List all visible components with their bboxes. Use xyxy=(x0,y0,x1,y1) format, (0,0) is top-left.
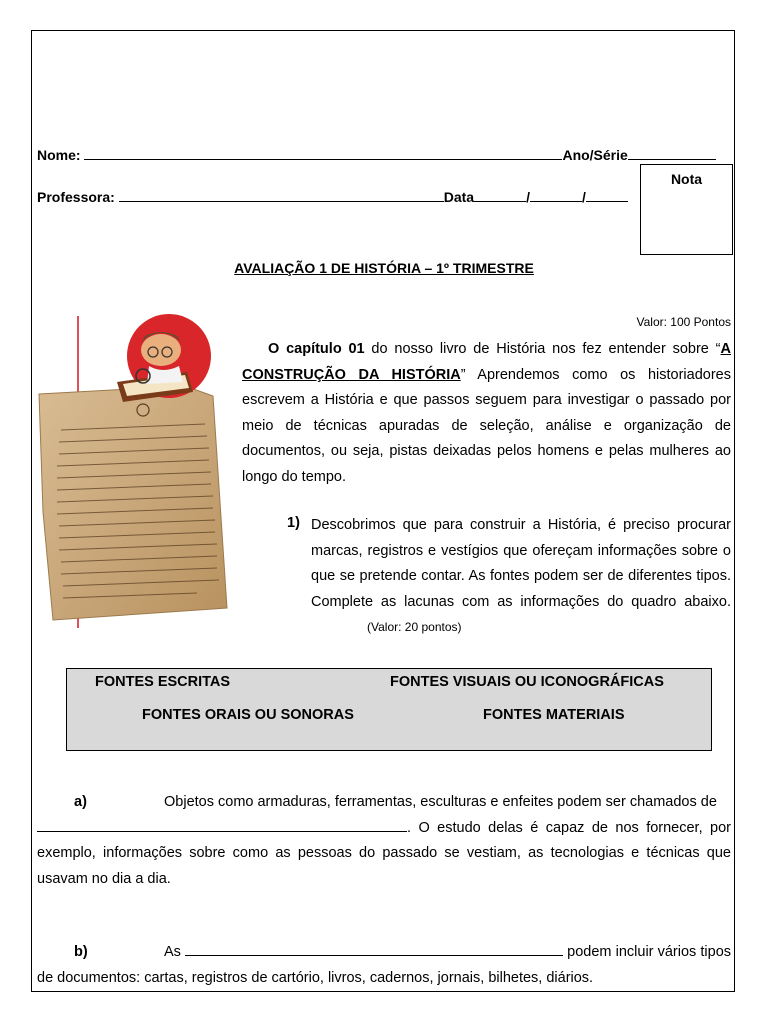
item-a-text-after: . O estudo delas é capaz de nos fornecer, por exemplo, informações sobre como as pessoas do passado se vestiam, as tecnologias e técnicas que usavam no dia a dia. xyxy=(37,819,731,887)
item-b-letter: b) xyxy=(74,944,88,960)
question-1-body: Descobrimos que para construir a História, é preciso procurar marcas, registros e vestígios que ofereçam informações sobre o que se pretende contar. As fontes podem ser de diferentes tipos. Complete as lacunas com as informações do quadro abaixo. xyxy=(311,517,731,610)
data-label: Data xyxy=(443,189,475,205)
illustration-svg xyxy=(37,312,235,630)
historian-parchment-illustration xyxy=(37,312,235,630)
professora-label: Professora: xyxy=(37,189,115,205)
valor-total: Valor: 100 Pontos xyxy=(636,315,731,329)
source-option: FONTES MATERIAIS xyxy=(483,707,625,723)
exam-title: AVALIAÇÃO 1 DE HISTÓRIA – 1º TRIMESTRE xyxy=(234,260,534,276)
item-a xyxy=(37,790,731,892)
nota-box[interactable] xyxy=(640,164,733,255)
item-b-text-after: podem incluir vários tipos de documentos: cartas, registros de cartório, livros, cadernos, jornais, bilhetes, diários. xyxy=(37,944,732,986)
item-b xyxy=(37,940,731,991)
source-option: FONTES ORAIS OU SONORAS xyxy=(142,707,354,723)
intro-part2: ” Aprendemos como os historiadores escrevem a História e que passos seguem para investigar o passado por meio de técnicas apuradas de seleção, análise e organização de documentos, ou seja, pistas deixadas pelos homens e pelas mulheres ao longo do tempo. xyxy=(242,366,731,485)
intro-part1: do nosso livro de História nos fez entender sobre “ xyxy=(364,341,721,357)
data-month-blank[interactable] xyxy=(530,189,582,202)
ano-serie-blank[interactable] xyxy=(628,147,716,160)
ano-serie-label: Ano/Série xyxy=(562,147,628,163)
item-a-letter: a) xyxy=(74,794,87,810)
question-1-number: 1) xyxy=(287,515,300,531)
nota-label: Nota xyxy=(670,171,703,187)
intro-lead: O capítulo 01 xyxy=(268,341,365,357)
parchment-document xyxy=(39,386,227,620)
question-1-valor: (Valor: 20 pontos) xyxy=(367,620,462,634)
intro-highlight: A CONSTRUÇÃO DA HISTÓRIA xyxy=(242,341,731,383)
item-b-blank[interactable] xyxy=(185,942,563,956)
source-option: FONTES VISUAIS OU ICONOGRÁFICAS xyxy=(390,674,664,690)
date-separator: / xyxy=(526,189,530,205)
sources-box xyxy=(66,668,712,751)
date-separator: / xyxy=(581,189,586,205)
professora-row xyxy=(37,189,628,205)
source-option: FONTES ESCRITAS xyxy=(95,674,231,690)
intro-paragraph xyxy=(242,337,731,490)
item-a-blank[interactable] xyxy=(37,818,407,832)
nome-row xyxy=(37,147,716,163)
nome-label: Nome: xyxy=(37,147,81,163)
data-year-blank[interactable] xyxy=(586,189,628,202)
historian-head xyxy=(141,334,181,366)
item-a-text-before: Objetos como armaduras, ferramentas, esculturas e enfeites podem ser chamados de xyxy=(164,794,717,810)
item-b-text-before: As xyxy=(164,944,181,960)
professora-blank[interactable] xyxy=(119,189,444,202)
question-1-text xyxy=(311,513,731,641)
data-day-blank[interactable] xyxy=(474,189,526,202)
nome-blank[interactable] xyxy=(84,147,562,160)
